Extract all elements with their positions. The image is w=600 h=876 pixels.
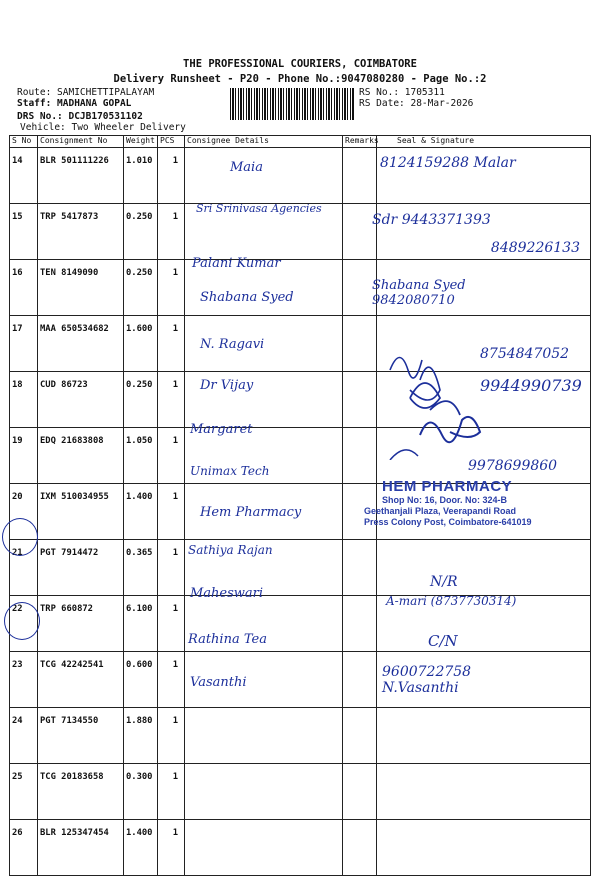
rs-date: RS Date: 28-Mar-2026 [359, 98, 474, 109]
row-pcs: 1 [172, 548, 178, 558]
row-weight: 1.880 [126, 716, 153, 726]
table-row [10, 820, 591, 876]
stamp-line: Shop No: 16, Door. No: 324-B [382, 495, 508, 505]
sno-circle-mark [4, 602, 40, 640]
row-consignment: PGT 7914472 [40, 548, 99, 558]
handwritten-signature: 8754847052 [480, 346, 570, 362]
row-weight: 0.250 [126, 380, 153, 390]
handwritten-signature: A-mari (8737730314) [386, 594, 517, 608]
row-pcs: 1 [172, 212, 178, 222]
handwritten-consignee: Dr Vijay [200, 378, 254, 393]
row-pcs: 1 [172, 436, 178, 446]
rs-number: RS No.: 1705311 [359, 87, 445, 98]
col-consignee: Consignee Details [185, 136, 343, 148]
row-sno: 23 [12, 660, 23, 670]
handwritten-signature: 9600722758 N.Vasanthi [382, 664, 472, 696]
row-sno: 18 [12, 380, 23, 390]
row-sno: 25 [12, 772, 23, 782]
row-weight: 0.600 [126, 660, 153, 670]
handwritten-signature: 9978699860 [468, 458, 558, 474]
table-row [10, 764, 591, 820]
row-weight: 1.400 [126, 828, 153, 838]
row-sno: 16 [12, 268, 23, 278]
handwritten-signature: N/R [430, 574, 458, 590]
table-row [10, 540, 591, 596]
stamp-line: Press Colony Post, Coimbatore-641019 [364, 517, 532, 527]
row-weight: 0.300 [126, 772, 153, 782]
row-weight: 1.400 [126, 492, 153, 502]
vehicle-label: Vehicle: Two Wheeler Delivery [20, 122, 186, 133]
row-consignment: BLR 501111226 [40, 156, 109, 166]
barcode [230, 88, 354, 120]
row-pcs: 1 [172, 828, 178, 838]
handwritten-consignee: Shabana Syed [200, 290, 294, 305]
row-sno: 21 [12, 548, 23, 558]
handwritten-consignee: Maia [230, 160, 263, 175]
sno-circle-mark [2, 518, 38, 556]
signature-scribble [380, 340, 580, 460]
row-consignment: TRP 660872 [40, 604, 93, 614]
row-consignment: MAA 650534682 [40, 324, 109, 334]
row-weight: 0.365 [126, 548, 153, 558]
row-pcs: 1 [172, 492, 178, 502]
handwritten-consignee: Hem Pharmacy [200, 505, 302, 520]
row-pcs: 1 [172, 604, 178, 614]
row-sno: 26 [12, 828, 23, 838]
col-consignment: Consignment No [38, 136, 124, 148]
handwritten-signature: C/N [428, 632, 458, 650]
col-sno: S No [10, 136, 38, 148]
row-sno: 14 [12, 156, 23, 166]
row-sno: 20 [12, 492, 23, 502]
pharmacy-stamp [364, 478, 532, 528]
row-consignment: TCG 20183658 [40, 772, 104, 782]
row-consignment: TEN 8149090 [40, 268, 99, 278]
row-consignment: IXM 510034955 [40, 492, 109, 502]
row-pcs: 1 [172, 772, 178, 782]
handwritten-signature: 8489226133 [490, 240, 580, 256]
route-label: Route: SAMICHETTIPALAYAM [17, 87, 155, 98]
row-weight: 6.100 [126, 604, 153, 614]
row-pcs: 1 [172, 716, 178, 726]
row-weight: 1.050 [126, 436, 153, 446]
col-weight: Weight [124, 136, 158, 148]
handwritten-signature: Sdr 9443371393 [372, 212, 491, 228]
row-consignment: EDQ 21683808 [40, 436, 104, 446]
table-row [10, 708, 591, 764]
handwritten-consignee: Unimax Tech [190, 464, 270, 478]
handwritten-consignee: Vasanthi [190, 675, 247, 690]
row-consignment: CUD 86723 [40, 380, 88, 390]
handwritten-signature: 8124159288 Malar [380, 155, 516, 171]
row-consignment: PGT 7134550 [40, 716, 99, 726]
handwritten-consignee: Margaret [190, 422, 253, 437]
table-header-row [10, 136, 591, 148]
handwritten-signature: Shabana Syed 9842080710 [372, 278, 466, 308]
runsheet-subtitle: Delivery Runsheet - P20 - Phone No.:9047080280 - Page No.:2 [113, 73, 487, 85]
staff-label: Staff: MADHANA GOPAL [17, 98, 132, 109]
row-weight: 1.600 [126, 324, 153, 334]
handwritten-consignee: Maheswari [190, 586, 264, 601]
handwritten-consignee: Palani Kumar [192, 256, 281, 271]
row-weight: 0.250 [126, 212, 153, 222]
row-sno: 24 [12, 716, 23, 726]
row-sno: 19 [12, 436, 23, 446]
row-pcs: 1 [172, 324, 178, 334]
row-consignment: TCG 42242541 [40, 660, 104, 670]
handwritten-consignee: Sri Srinivasa Agencies [196, 202, 322, 215]
company-title: THE PROFESSIONAL COURIERS, COIMBATORE [183, 58, 417, 70]
row-sno: 22 [12, 604, 23, 614]
col-remarks: Remarks [343, 136, 377, 148]
handwritten-signature: 9944990739 [480, 376, 582, 395]
row-sno: 17 [12, 324, 23, 334]
row-pcs: 1 [172, 660, 178, 670]
row-weight: 1.010 [126, 156, 153, 166]
col-pcs: PCS [158, 136, 185, 148]
drs-number: DRS No.: DCJB170531102 [17, 111, 143, 122]
handwritten-consignee: N. Ragavi [200, 337, 265, 352]
handwritten-consignee: Rathina Tea [188, 632, 267, 647]
row-pcs: 1 [172, 268, 178, 278]
stamp-line: Geethanjali Plaza, Veerapandi Road [364, 506, 517, 516]
row-pcs: 1 [172, 380, 178, 390]
row-pcs: 1 [172, 156, 178, 166]
handwritten-consignee: Sathiya Rajan [188, 543, 273, 557]
row-sno: 15 [12, 212, 23, 222]
stamp-name: HEM PHARMACY [382, 478, 513, 495]
row-consignment: BLR 125347454 [40, 828, 109, 838]
col-seal: Seal & Signature [377, 136, 591, 148]
row-consignment: TRP 5417873 [40, 212, 99, 222]
row-weight: 0.250 [126, 268, 153, 278]
